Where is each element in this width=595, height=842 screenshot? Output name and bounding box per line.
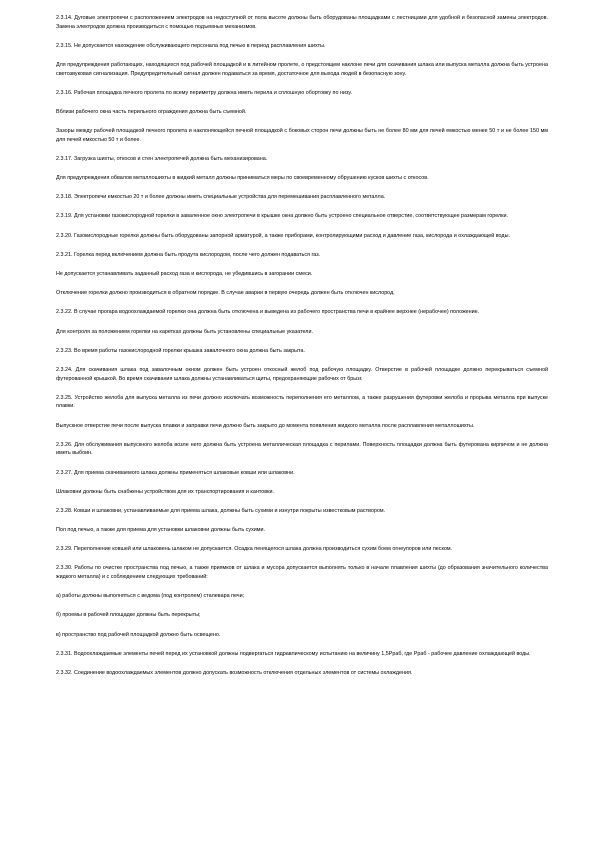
paragraph-2-3-25: 2.3.25. Устройство желоба для выпуска металла из печи должно исключать возможность переполнения его металлом, а также разрушения футеровки желоба и прорыва металла при выпуске плавки. <box>56 394 548 410</box>
paragraph-2-3-16: 2.3.16. Рабочая площадка печного пролета по всему периметру должна иметь перила и сплошную обортовку по низу. <box>56 89 353 96</box>
paragraph-burner-shutdown: Отключение горелки должно производиться в обратном порядке. В случае аварии в первую очередь должен быть отключен кислород. <box>56 290 395 297</box>
paragraph-2-3-30: 2.3.30. Работы по очистке пространства под печью, а также приямков от шлака и мусора допускается выполнять только в начале плавления шихты (до образования значительного количества жидкого металла) и с соблюдением следующих требований: <box>56 565 548 581</box>
paragraph-gap-sizes: Зазоры между рабочей площадкой печного пролета и наклоняющейся печной площадкой с боковых сторон печи должны быть не более 80 мм для печей емкостью менее 50 т и не более 150 мм для печей емкостью 50 т и более. <box>56 128 548 143</box>
paragraph-gas-flow: Не допускается устанавливать заданный расход газа и кислорода, не убедившись в загорании смеси. <box>56 271 313 278</box>
paragraph-2-3-29: 2.3.29. Переполнение ковшей или шлаковень шлаком не допускается. Осадка пенящегося шлака должна производиться сухим боем огнеупоров или песком. <box>56 546 453 553</box>
list-item-c: в) пространство под рабочей площадкой должно быть освещено. <box>56 631 221 638</box>
paragraph-2-3-20: 2.3.20. Газокислородные горелки должны быть оборудованы запорной арматурой, а также приборами, контролирующими расход и давление газа, кислорода и охлаждающей воды. <box>56 232 510 239</box>
paragraph-slag-pots: Шлаковни должны быть снабжены устройством для их транспортирования и кантовки. <box>56 488 274 495</box>
paragraph-2-3-23: 2.3.23. Во время работы газокислородной горелки крышка завалочного окна должна быть закрыта. <box>56 347 305 354</box>
paragraph-2-3-18: 2.3.18. Электропечи емкостью 20 т и более должны иметь специальные устройства для перемешивания расплавленного металла. <box>56 194 386 201</box>
list-item-b: б) проемы в рабочей площадке должны быть перекрыты; <box>56 612 201 619</box>
paragraph-2-3-26: 2.3.26. Для обслуживания выпускного желоба возле него должна быть устроена металлическая площадка с перилами. Поверхность площадки должна быть футерована кирпичом и не должна иметь выбоин. <box>56 441 548 457</box>
paragraph-2-3-31: 2.3.31. Водоохлаждаемые элементы печей перед их установкой должны подвергаться гидравлическому испытанию на величину 1,5Рраб, где Рраб - рабочее давление охлаждающей воды. <box>56 650 531 657</box>
paragraph-2-3-19: 2.3.19. Для установки газокислородной горелки в заваленное окно электропечи в крышке окна должно быть устроено специальное отверстие, соответствующее размерам горелки. <box>56 213 509 220</box>
paragraph-removable-railing: Вблизи рабочего окна часть перильного ограждения должна быть съемной. <box>56 108 247 115</box>
paragraph-warning-signal: Для предупреждения работающих, находящихся под рабочей площадкой и в литейном пролете, о предстоящем наклоне печи для скачивания шлака или выпуска металла должна быть устроена светозвуковая сигнализация. Предупредительный сигнал должен подаваться за время, достаточное для выхода людей в безопасную зону. <box>56 61 548 77</box>
paragraph-charge-collapse: Для предупреждения обвалов металлошихты в жидкий металл должны приниматься меры по своевременному обрушению кусков шихты с откосов. <box>56 175 429 182</box>
paragraph-2-3-17: 2.3.17. Загрузка шихты, откосов и стен электропечей должна быть механизирована. <box>56 155 268 162</box>
paragraph-2-3-14: 2.3.14. Дуговые электропечи с расположением электродов на недоступной от пола высоте должны быть оборудованы площадками с лестницами для удобной и безопасной замены электродов. Замена электродов должна производиться с помощью подъемных механизмов. <box>56 15 548 30</box>
paragraph-2-3-24: 2.3.24. Для скачивания шлака под завалочным окном должен быть устроен откосный желоб под рабочую площадку. Отверстие в рабочей площадке должно перекрываться съемной футерованной крышкой. Во время скачивания шлака должны устанавливаться щиты, предохраняющие рабочих от брызг. <box>56 366 548 382</box>
paragraph-2-3-32: 2.3.32. Соединение водоохлаждаемых элементов должно допускать возможность отключения отдельных элементов от системы охлаждения. <box>56 669 413 676</box>
paragraph-dry-floor: Пол под печью, а также для приема для установки шлаковни должны быть сухими. <box>56 527 265 534</box>
paragraph-position-indicators: Для контроля за положением горелки на каретках должны быть установлены специальные указатели. <box>56 328 313 335</box>
paragraph-2-3-28: 2.3.28. Ковши и шлаковни, устанавливаемые для приема шлака, должны быть сухими и изнутри покрыты известковым раствором. <box>56 507 386 514</box>
paragraph-2-3-21: 2.3.21. Горелка перед включением должна быть продута кислородом, после чего должен подаваться газ. <box>56 251 321 258</box>
paragraph-tap-hole: Выпускное отверстие печи после выпуска плавки и заправки печи должно быть закрыто до момента появления жидкого металла после расплавления металлошихты. <box>56 422 475 429</box>
paragraph-2-3-22: 2.3.22. В случае прогара водоохлаждаемой горелки она должна быть отключена и выведена из рабочего пространства печи в крайнее верхнее (нерабочее) положение. <box>56 309 480 316</box>
document-page <box>56 14 548 688</box>
list-item-a: а) работы должны выполняться с ведома (под контролем) сталевара печи; <box>56 593 245 600</box>
paragraph-2-3-27: 2.3.27. Для приема скачиваемого шлака должны применяться шлаковые ковши или шлаковни. <box>56 469 295 476</box>
paragraph-2-3-15: 2.3.15. Не допускается нахождение обслуживающего персонала под печью в период расплавления шихты. <box>56 42 326 49</box>
